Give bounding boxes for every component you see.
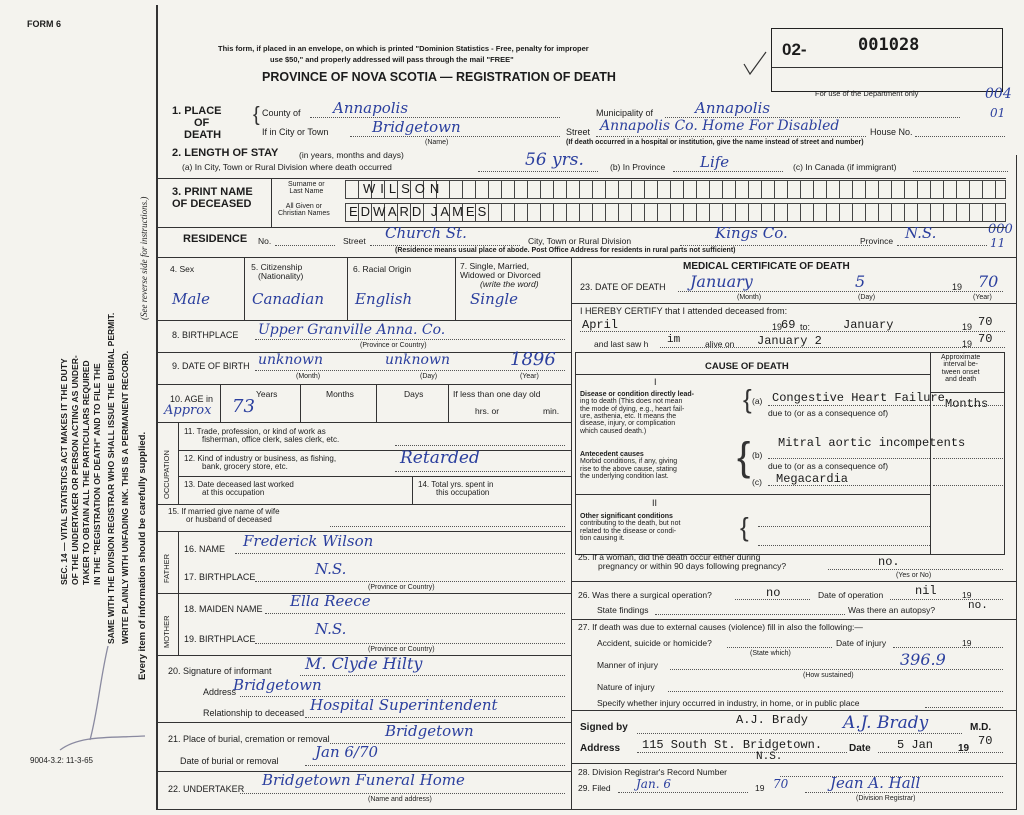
residence-label: RESIDENCE	[183, 233, 248, 245]
print-name-label: 3. PRINT NAME OF DECEASED	[172, 186, 253, 211]
city-value: Bridgetown	[372, 118, 461, 136]
death-month-value: January	[690, 272, 753, 291]
attended-from-month: April	[582, 318, 619, 332]
attended-from-year: 69	[781, 318, 796, 332]
attended-to-month: January	[843, 318, 894, 332]
mail-notice-2: use $50," and properly addressed will pass through the mail "FREE"	[270, 55, 514, 64]
father-birthplace-value: N.S.	[315, 560, 347, 578]
registrar-signature: Jean A. Hall	[830, 774, 921, 792]
street-value: Annapolis Co. Home For Disabled	[600, 118, 840, 134]
filed-date: Jan. 6	[636, 777, 671, 791]
registration-number: 001028	[858, 35, 920, 55]
form-code: 9004-3.2: 11-3-65	[30, 756, 94, 765]
informant-signature: M. Clyde Hilty	[305, 654, 423, 673]
mother-birthplace-value: N.S.	[315, 620, 347, 638]
check-mark	[740, 50, 770, 80]
cause-c-value: Megacardia	[776, 472, 849, 486]
given-names-value: EDWARD JAMES	[349, 204, 490, 219]
manner-code-value: 396.9	[900, 650, 946, 669]
dept-code-4: 11	[990, 236, 1006, 250]
filed-year: 70	[773, 777, 789, 791]
cause-of-death-title: CAUSE OF DEATH	[705, 361, 789, 372]
undertaker-value: Bridgetown Funeral Home	[262, 771, 465, 789]
physician-date: 5 Jan	[897, 738, 934, 752]
dob-year-value: 1896	[510, 349, 556, 370]
registration-number-box: 02- 001028	[771, 28, 1003, 92]
margin-pencil-mark	[40, 640, 150, 760]
form-number: FORM 6	[27, 19, 62, 29]
death-day-value: 5	[855, 272, 866, 291]
attended-to-year: 70	[978, 315, 993, 329]
burial-date: Jan 6/70	[315, 743, 379, 761]
father-name-value: Frederick Wilson	[243, 532, 374, 550]
autopsy-value: no.	[968, 600, 988, 612]
physician-typed-name: A.J. Brady	[736, 713, 809, 727]
cause-b-value: Mitral aortic incompetents	[778, 436, 966, 450]
residence-street-value: Church St.	[385, 224, 467, 242]
dept-code-2: 01	[990, 106, 1006, 120]
dept-code-1: 004	[985, 86, 1012, 102]
informant-address: Bridgetown	[233, 676, 322, 694]
mother-maiden-value: Ella Reece	[290, 592, 371, 610]
alive-on-year: 70	[978, 332, 993, 346]
industry-value: Retarded	[400, 448, 480, 468]
municipality-value: Annapolis	[695, 99, 771, 117]
citizenship-value: Canadian	[252, 290, 325, 308]
place-of-death-label: 1. PLACE OF DEATH	[172, 105, 222, 142]
racial-origin-value: English	[355, 290, 413, 308]
dob-month-value: unknown	[258, 352, 323, 368]
cause-a-value: Congestive Heart Failure	[772, 391, 945, 405]
residence-city-value: Kings Co.	[715, 224, 788, 242]
last-saw-suffix: im	[667, 334, 681, 346]
county-value: Annapolis	[333, 99, 409, 117]
pregnancy-value: no.	[878, 555, 900, 569]
surgical-operation-value: no	[766, 586, 781, 600]
cause-a-interval: Months	[945, 397, 989, 411]
length-of-stay-label: 2. LENGTH OF STAY	[172, 147, 279, 159]
medical-certificate-title: MEDICAL CERTIFICATE OF DEATH	[683, 261, 850, 272]
burial-place: Bridgetown	[385, 722, 474, 740]
stay-province-value: Life	[700, 153, 730, 171]
physician-signature: A.J. Brady	[843, 713, 929, 733]
birthplace-value: Upper Granville Anna. Co.	[258, 322, 446, 338]
marital-status-value: Single	[470, 290, 519, 308]
sex-value: Male	[172, 290, 210, 308]
stay-city-value: 56 yrs.	[525, 150, 584, 170]
dept-use-label: For use of the Department only	[815, 89, 919, 98]
age-years-value: 73	[232, 396, 255, 417]
surname-value: WILSON	[363, 181, 445, 196]
dob-day-value: unknown	[385, 352, 450, 368]
mail-notice-1: This form, if placed in an envelope, on which is printed "Dominion Statistics - Free, penalty for improper	[218, 44, 589, 53]
death-year-value: 70	[978, 272, 999, 291]
physician-date-year: 70	[978, 734, 993, 748]
residence-province-value: N.S.	[905, 224, 937, 242]
informant-relationship: Hospital Superintendent	[310, 696, 498, 714]
operation-date-value: nil	[915, 584, 937, 598]
alive-on-date: January 2	[757, 334, 822, 348]
age-approx-note: Approx	[164, 403, 212, 418]
physician-address-province: N.S.	[756, 751, 783, 763]
dept-code-3: 000	[988, 222, 1013, 237]
physician-address: 115 South St. Bridgetown.	[642, 738, 823, 752]
form-title: PROVINCE OF NOVA SCOTIA — REGISTRATION OF DEATH	[262, 70, 616, 84]
